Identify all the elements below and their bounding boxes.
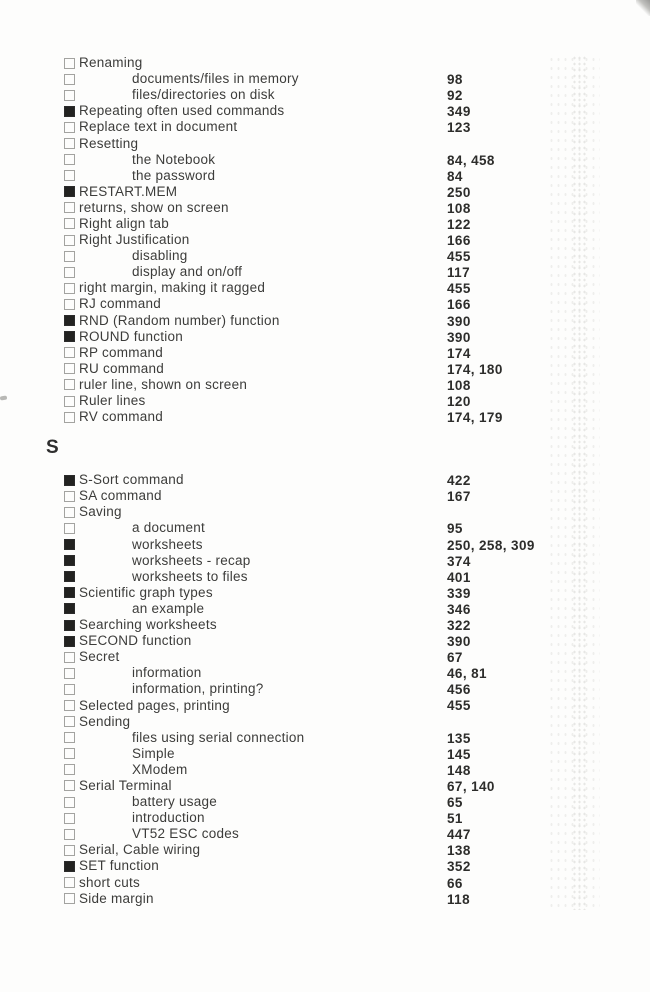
index-entry-label: S-Sort command (79, 472, 184, 488)
index-entry-pages: 145 (447, 746, 471, 762)
index-entry-pages: 108 (447, 377, 471, 393)
index-entry-label: Right align tab (79, 215, 170, 231)
index-entry-label: Serial Terminal (79, 777, 172, 793)
scan-corner-artifact (636, 0, 650, 16)
index-entry-row (0, 504, 650, 520)
index-entry-row (0, 778, 650, 794)
checkbox-unchecked-icon (64, 363, 75, 374)
index-entry-label: an example (132, 600, 205, 616)
index-entry-label: Ruler lines (79, 393, 146, 409)
index-entry-label: SET function (79, 858, 160, 874)
index-entry-label: Scientific graph types (79, 584, 213, 600)
index-entry-row (0, 87, 650, 103)
index-entry-row (0, 313, 650, 329)
index-entry-label: VT52 ESC codes (132, 826, 240, 842)
index-entry-label: Side margin (79, 890, 154, 906)
index-entry-pages: 250, 258, 309 (447, 537, 535, 553)
index-entry-label: RESTART.MEM (79, 183, 178, 199)
index-entry-row (0, 184, 650, 200)
index-entry-pages: 390 (447, 313, 471, 329)
index-entry-row (0, 520, 650, 536)
index-entry-label: disabling (132, 248, 188, 264)
index-entry-pages: 92 (447, 88, 463, 104)
checkbox-unchecked-icon (64, 202, 75, 213)
index-entry-pages: 65 (447, 795, 463, 811)
index-entry-label: RP command (79, 344, 164, 360)
index-entry-pages: 122 (447, 216, 471, 232)
index-entry-label: information (132, 665, 202, 681)
checkbox-unchecked-icon (64, 412, 75, 423)
index-entry-pages: 120 (447, 393, 471, 409)
index-entry-row (0, 280, 650, 296)
checkbox-unchecked-icon (64, 523, 75, 534)
index-entry-pages: 66 (447, 875, 463, 891)
index-entry-row (0, 216, 650, 232)
index-entry-label: returns, show on screen (79, 199, 229, 215)
index-entry-label: Saving (79, 504, 122, 520)
index-entry-label: XModem (132, 761, 188, 777)
index-entry-row (0, 71, 650, 87)
index-entry-pages: 148 (447, 762, 471, 778)
index-entry-label: RU command (79, 360, 165, 376)
checkbox-unchecked-icon (64, 893, 75, 904)
index-entry-label: Right Justification (79, 232, 190, 248)
index-entry-label: the password (132, 167, 216, 183)
index-entry-pages: 174 (447, 345, 471, 361)
index-entry-row (0, 585, 650, 601)
checkbox-checked-icon (64, 106, 75, 117)
checkbox-unchecked-icon (64, 283, 75, 294)
index-entry-row (0, 232, 650, 248)
index-entry-label: documents/files in memory (132, 71, 299, 87)
index-entry-label: Serial, Cable wiring (79, 842, 201, 858)
index-entry-pages: 250 (447, 184, 471, 200)
index-entry-label: SA command (79, 488, 162, 504)
index-entry-row (0, 649, 650, 665)
index-entry-pages: 166 (447, 233, 471, 249)
index-entry-row (0, 103, 650, 119)
index-entry-label: Sending (79, 713, 131, 729)
index-entry-pages: 166 (447, 297, 471, 313)
index-entry-pages: 422 (447, 473, 471, 489)
index-entry-label: SECOND function (79, 633, 192, 649)
index-entry-row (0, 152, 650, 168)
checkbox-unchecked-icon (64, 780, 75, 791)
index-entry-row (0, 617, 650, 633)
checkbox-unchecked-icon (64, 845, 75, 856)
index-entry-label: Searching worksheets (79, 617, 217, 633)
index-entry-row (0, 681, 650, 697)
index-entry-row (0, 810, 650, 826)
checkbox-unchecked-icon (64, 732, 75, 743)
index-entry-pages: 401 (447, 569, 471, 585)
index-entry-pages: 174, 180 (447, 361, 503, 377)
index-entry-row (0, 891, 650, 907)
index-entry-pages: 456 (447, 682, 471, 698)
index-entry-pages: 123 (447, 120, 471, 136)
index-entry-label: Selected pages, printing (79, 697, 230, 713)
index-entry-label: files/directories on disk (132, 87, 275, 103)
checkbox-unchecked-icon (64, 877, 75, 888)
index-entry-row (0, 55, 650, 71)
index-entry-row (0, 472, 650, 488)
index-entry-row (0, 329, 650, 345)
checkbox-unchecked-icon (64, 684, 75, 695)
index-entry-label: files using serial connection (132, 729, 305, 745)
index-entry-label: Repeating often used commands (79, 103, 285, 119)
checkbox-unchecked-icon (64, 379, 75, 390)
index-entry-pages: 455 (447, 281, 471, 297)
checkbox-checked-icon (64, 555, 75, 566)
index-entry-label: the Notebook (132, 151, 216, 167)
checkbox-unchecked-icon (64, 829, 75, 840)
checkbox-unchecked-icon (64, 507, 75, 518)
checkbox-unchecked-icon (64, 700, 75, 711)
index-entry-row (0, 345, 650, 361)
index-entry-row (0, 842, 650, 858)
index-entry-row (0, 875, 650, 891)
checkbox-unchecked-icon (64, 251, 75, 262)
checkbox-unchecked-icon (64, 668, 75, 679)
index-entry-row (0, 393, 650, 409)
index-entry-label: display and on/off (132, 264, 243, 280)
index-content (0, 55, 650, 907)
checkbox-checked-icon (64, 186, 75, 197)
index-entry-label: short cuts (79, 874, 141, 890)
index-entry-label: information, printing? (132, 681, 264, 697)
index-entry-row (0, 409, 650, 425)
checkbox-unchecked-icon (64, 170, 75, 181)
index-entry-pages: 46, 81 (447, 666, 487, 682)
checkbox-unchecked-icon (64, 748, 75, 759)
index-entry-pages: 84, 458 (447, 152, 495, 168)
checkbox-unchecked-icon (64, 652, 75, 663)
index-entry-pages: 117 (447, 265, 470, 281)
index-entry-pages: 138 (447, 843, 471, 859)
index-entry-row (0, 762, 650, 778)
checkbox-checked-icon (64, 861, 75, 872)
index-entry-row (0, 794, 650, 810)
index-entry-label: ruler line, shown on screen (79, 376, 248, 392)
index-entry-label: worksheets to files (132, 568, 248, 584)
checkbox-checked-icon (64, 331, 75, 342)
index-entry-row (0, 537, 650, 553)
index-entry-row (0, 200, 650, 216)
index-entry-row (0, 730, 650, 746)
section-header-s: S (46, 437, 60, 459)
index-entry-pages: 135 (447, 730, 471, 746)
index-entry-pages: 390 (447, 329, 471, 345)
index-entry-pages: 447 (447, 827, 471, 843)
index-entry-pages: 67, 140 (447, 778, 495, 794)
checkbox-checked-icon (64, 539, 75, 550)
index-entry-row (0, 168, 650, 184)
index-entry-label: worksheets (132, 536, 203, 552)
index-entry-label: RND (Random number) function (79, 312, 280, 328)
index-entry-row (0, 826, 650, 842)
index-entry-row (0, 601, 650, 617)
index-entry-row (0, 746, 650, 762)
index-entry-row (0, 361, 650, 377)
index-entry-pages: 84 (447, 168, 463, 184)
checkbox-unchecked-icon (64, 90, 75, 101)
index-entry-row (0, 714, 650, 730)
index-entry-label: Simple (132, 745, 175, 761)
checkbox-checked-icon (64, 587, 75, 598)
index-entry-pages: 455 (447, 698, 471, 714)
index-entry-row (0, 119, 650, 135)
checkbox-unchecked-icon (64, 138, 75, 149)
checkbox-checked-icon (64, 620, 75, 631)
checkbox-checked-icon (64, 571, 75, 582)
index-entry-pages: 108 (447, 200, 471, 216)
checkbox-unchecked-icon (64, 813, 75, 824)
index-entry-row (0, 296, 650, 312)
index-entry-row (0, 633, 650, 649)
index-entry-row (0, 665, 650, 681)
index-entry-pages: 174, 179 (447, 410, 503, 426)
index-entry-row (0, 248, 650, 264)
checkbox-unchecked-icon (64, 74, 75, 85)
checkbox-checked-icon (64, 315, 75, 326)
checkbox-unchecked-icon (64, 122, 75, 133)
checkbox-unchecked-icon (64, 396, 75, 407)
index-entry-pages: 374 (447, 553, 471, 569)
checkbox-unchecked-icon (64, 347, 75, 358)
checkbox-unchecked-icon (64, 58, 75, 69)
index-entry-pages: 51 (447, 811, 463, 827)
index-entry-pages: 352 (447, 859, 471, 875)
checkbox-unchecked-icon (64, 235, 75, 246)
index-entry-row (0, 569, 650, 585)
index-entry-pages: 390 (447, 634, 471, 650)
checkbox-checked-icon (64, 603, 75, 614)
checkbox-checked-icon (64, 636, 75, 647)
checkbox-unchecked-icon (64, 797, 75, 808)
index-entry-row (0, 697, 650, 713)
index-entry-row (0, 264, 650, 280)
index-entry-pages: 322 (447, 618, 471, 633)
index-entry-label: RV command (79, 409, 164, 425)
checkbox-unchecked-icon (64, 716, 75, 727)
checkbox-unchecked-icon (64, 299, 75, 310)
index-entry-pages: 339 (447, 585, 471, 601)
index-entry-label: Resetting (79, 135, 139, 151)
checkbox-unchecked-icon (64, 267, 75, 278)
index-entry-pages: 455 (447, 249, 471, 265)
index-entry-row (0, 488, 650, 504)
index-entry-label: a document (132, 520, 206, 536)
index-entry-pages: 349 (447, 104, 471, 120)
index-entry-label: RJ command (79, 296, 162, 312)
index-entry-row (0, 135, 650, 151)
index-entry-pages: 346 (447, 601, 471, 617)
checkbox-checked-icon (64, 475, 75, 486)
index-entry-row (0, 858, 650, 874)
index-entry-pages: 118 (447, 891, 470, 907)
index-entry-label: ROUND function (79, 328, 184, 344)
index-entry-row (0, 377, 650, 393)
index-entry-pages: 167 (447, 489, 471, 505)
index-entry-pages: 67 (447, 650, 463, 666)
index-entry-row (0, 553, 650, 569)
index-entry-label: Renaming (79, 55, 143, 71)
index-entry-label: Replace text in document (79, 119, 238, 135)
index-entry-pages: 95 (447, 521, 463, 537)
index-entry-label: introduction (132, 810, 205, 826)
index-entry-label: worksheets - recap (132, 552, 251, 568)
index-entry-label: right margin, making it ragged (79, 280, 266, 296)
index-entry-label: battery usage (132, 794, 218, 810)
checkbox-unchecked-icon (64, 154, 75, 165)
checkbox-unchecked-icon (64, 764, 75, 775)
checkbox-unchecked-icon (64, 491, 75, 502)
index-entry-label: Secret (79, 649, 120, 665)
index-entry-pages: 98 (447, 72, 463, 88)
checkbox-unchecked-icon (64, 218, 75, 229)
